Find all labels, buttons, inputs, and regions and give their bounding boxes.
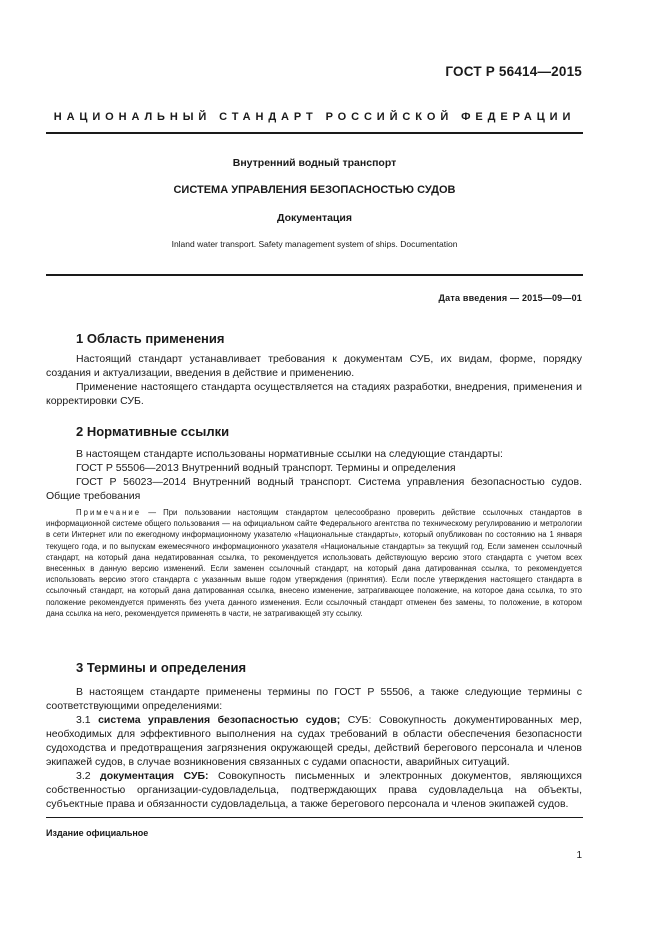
standard-subject: Внутренний водный транспорт: [232, 157, 397, 169]
standard-title: СИСТЕМА УПРАВЛЕНИЯ БЕЗОПАСНОСТЬЮ СУДОВ: [173, 184, 456, 196]
section-1-paragraph-2: Применение настоящего стандарта осуществляется на стадиях разработки, внедрения, применения и корректировки СУБ.: [46, 381, 582, 407]
section-3-body: [46, 685, 582, 811]
term-3-2-definition: Совокупность письменных и электронных документов, являющихся собственностью организации-судовладельца, подтверждающих права судовладельца на объекты, субъектные права и обязанности судовладельца, а также берегового персонала и членов экипажей судов.: [46, 770, 582, 810]
normative-reference-1: ГОСТ Р 55506—2013 Внутренний водный транспорт. Термины и определения: [76, 462, 456, 474]
standard-subtitle: Документация: [277, 212, 352, 224]
section-2-paragraph-1: В настоящем стандарте использованы нормативные ссылки на следующие стандарты:: [76, 448, 503, 460]
section-1-paragraph-1: Настоящий стандарт устанавливает требования к документам СУБ, их видам, форме, порядку создания и актуализации, введения в действие и применению.: [46, 353, 582, 379]
section-3-heading: 3 Термины и определения: [76, 660, 247, 675]
section-3-paragraph-1: В настоящем стандарте применены термины по ГОСТ Р 55506, а также следующие термины с соответствующими определениями:: [46, 686, 582, 712]
note-label: Примечание: [76, 508, 142, 517]
section-2-body: [46, 447, 582, 503]
section-2-heading: 2 Нормативные ссылки: [76, 424, 230, 439]
footer-rule: [46, 817, 583, 818]
term-3-2-number: 3.2: [76, 770, 101, 782]
section-2-note: [46, 507, 582, 619]
normative-reference-2: ГОСТ Р 56023—2014 Внутренний водный транспорт. Система управления безопасностью судов. Общие требования: [46, 476, 582, 502]
term-3-1: [46, 713, 582, 769]
introduction-date: Дата введения — 2015—09—01: [438, 293, 582, 303]
english-title: Inland water transport. Safety management system of ships. Documentation: [171, 239, 458, 249]
national-standard-banner: НАЦИОНАЛЬНЫЙ СТАНДАРТ РОССИЙСКОЙ ФЕДЕРАЦИИ: [53, 111, 576, 123]
term-3-1-number: 3.1: [76, 714, 99, 726]
title-rule: [46, 274, 583, 276]
document-number: ГОСТ Р 56414—2015: [445, 64, 582, 79]
official-edition-label: Издание официальное: [46, 828, 149, 838]
section-1-body: [46, 352, 582, 408]
header-rule: [46, 132, 583, 134]
page-number: 1: [576, 850, 582, 861]
term-3-2: [46, 769, 582, 811]
section-1-heading: 1 Область применения: [76, 331, 225, 346]
note-text: — При пользовании настоящим стандартом целесообразно проверить действие ссылочных стандартов в информационной системе общего пользования — на официальном сайте Федерального агентства по техническому регулированию и метрологии в сети Интернет или по ежегодному информационному указателю «Национальные стандарты», который опубликован по состоянию на 1 января текущего года, и по выпускам ежемесячного информационного указателя «Национальные стандарты» за текущий год. Если заменен ссылочный стандарт, на который дана недатированная ссылка, то рекомендуется использовать действующую версию этого стандарта с учетом всех внесенных в данную версию изменений. Если заменен ссылочный стандарт, на который дана датированная ссылка, то рекомендуется использовать версию этого стандарта с указанным выше годом утверждения (принятия). Если после утверждения настоящего стандарта в ссылочный стандарт, на который дана датированная ссылка, внесено изменение, затрагивающее положение, на которое дана ссылка, то это положение рекомендуется применять без учета данного изменения. Если ссылочный стандарт отменен без замены, то положение, в котором дана ссылка на него, рекомендуется применять в части, не затрагивающей эту ссылку.: [46, 508, 582, 618]
term-3-1-definition: СУБ: Совокупность документированных мер, необходимых для эффективного выполнения на судах требований в области обеспечения безопасности судоходства и предотвращения загрязнения окружающей среды, действий берегового персонала и членов экипажей судов, в случае возникновения связанных с судами опасности, аварийных ситуаций.: [46, 714, 582, 768]
term-3-1-name: система управления безопасностью судов;: [98, 714, 341, 726]
term-3-2-name: документация СУБ:: [100, 770, 209, 782]
